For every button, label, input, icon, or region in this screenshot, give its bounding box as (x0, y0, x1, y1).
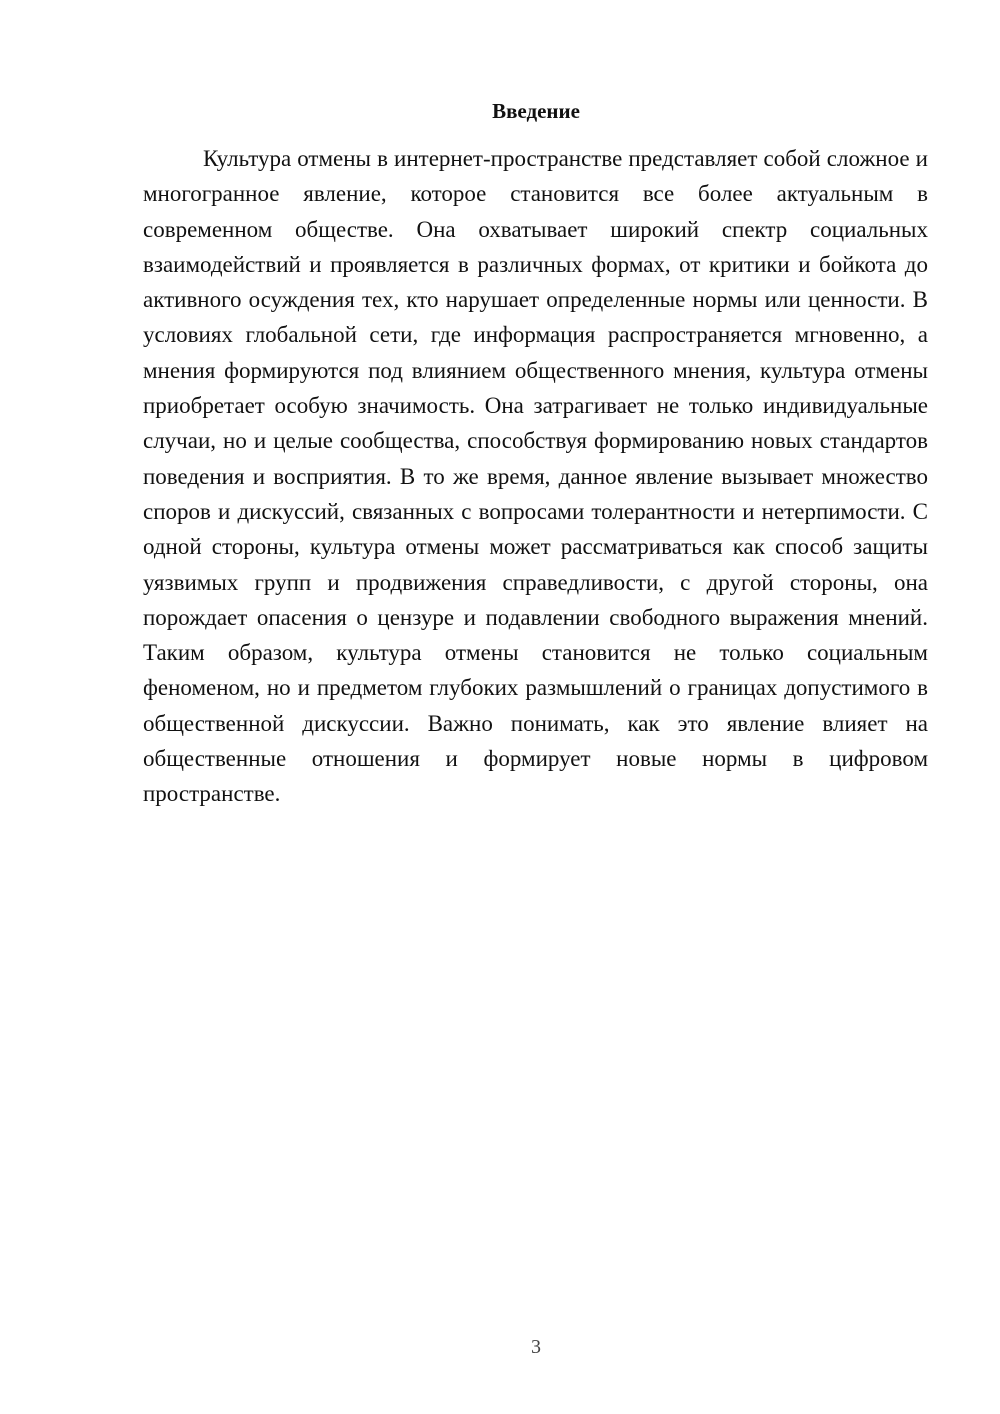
body-paragraph: Культура отмены в интернет-пространстве представляет собой сложное и многогранное явление, которое становится все более актуальным в современном обществе. Она охватывает широкий спектр социальных взаимодействий и проявляется в различных формах, от критики и бойкота до активного осуждения тех, кто нарушает определенные нормы или ценности. В условиях глобальной сети, где информация распространяется мгновенно, а мнения формируются под влиянием общественного мнения, культура отмены приобретает особую значимость. Она затрагивает не только индивидуальные случаи, но и целые сообщества, способствуя формированию новых стандартов поведения и восприятия. В то же время, данное явление вызывает множество споров и дискуссий, связанных с вопросами толерантности и нетерпимости. С одной стороны, культура отмены может рассматриваться как способ защиты уязвимых групп и продвижения справедливости, с другой стороны, она порождает опасения о цензуре и подавлении свободного выражения мнений. Таким образом, культура отмены становится не только социальным феноменом, но и предметом глубоких размышлений о границах допустимого в общественной дискуссии. Важно понимать, как это явление влияет на общественные отношения и формирует новые нормы в цифровом пространстве. (143, 146, 928, 807)
page-number: 3 (531, 1336, 541, 1358)
page-title: Введение (492, 99, 580, 123)
